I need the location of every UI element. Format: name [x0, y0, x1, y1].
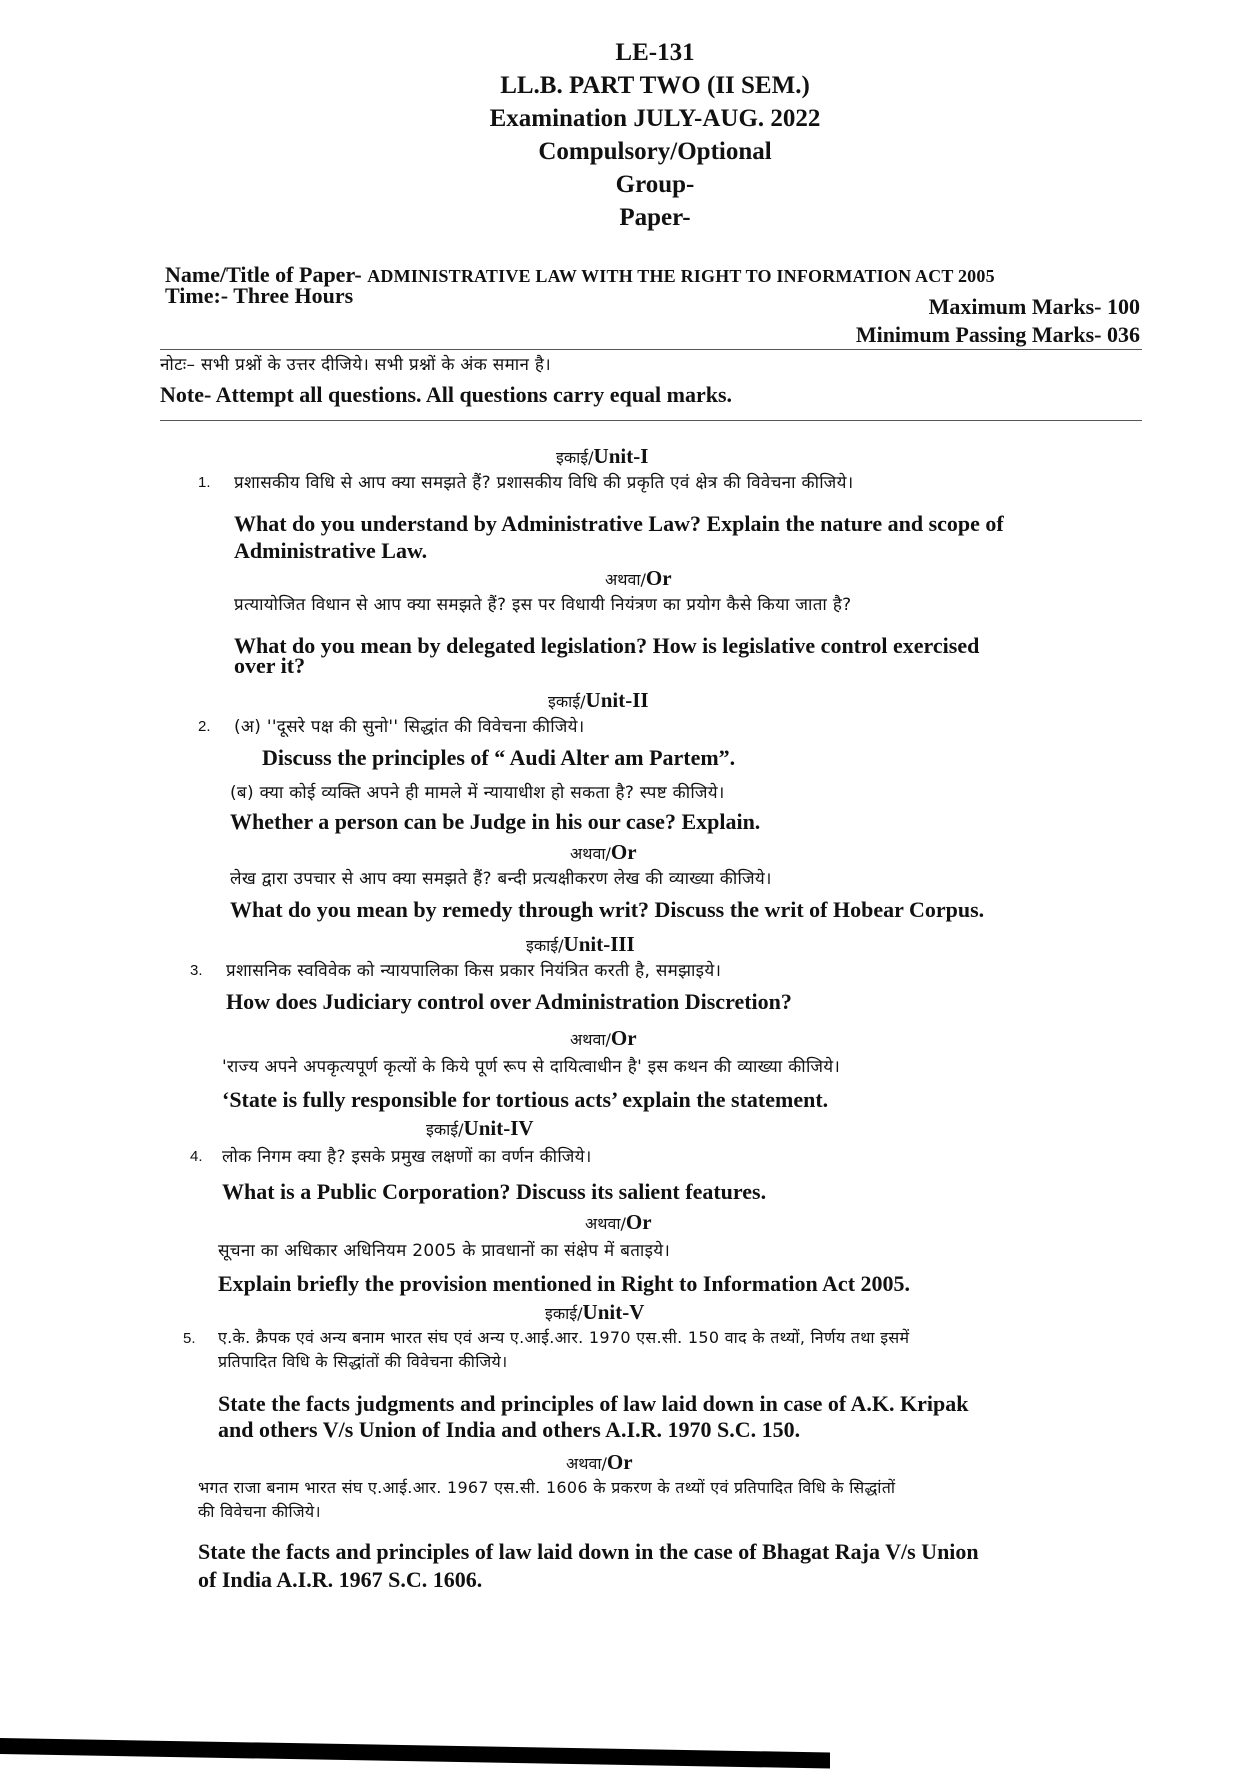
- note-english: Note- Attempt all questions. All questions carry equal marks.: [160, 382, 732, 407]
- unit-label-english: Unit-III: [563, 932, 635, 956]
- or-divider: [585, 1210, 652, 1235]
- or-label-english: Or: [610, 1026, 637, 1050]
- question-3-english: How does Judiciary control over Administration Discretion?: [226, 989, 792, 1014]
- question-5-hindi-line-1: ए.के. क्रैपक एवं अन्य बनाम भारत संघ एवं अन्य ए.आई.आर. 1970 एस.सी. 150 वाद के तथ्यों, निर्णय तथा इसमें: [218, 1328, 910, 1347]
- question-1-or-english-line-1: What do you mean by delegated legislation? How is legislative control exercised: [234, 633, 980, 658]
- paper-type: Compulsory/Optional: [538, 138, 772, 165]
- or-label-english: Or: [606, 1450, 633, 1474]
- or-label-hindi: अथवा/: [566, 1454, 607, 1473]
- maximum-marks: Maximum Marks- 100: [928, 294, 1140, 319]
- question-1-or-hindi: प्रत्यायोजित विधान से आप क्या समझते हैं? इस पर विधायी नियंत्रण का प्रयोग कैसे किया जाता है?: [234, 595, 852, 615]
- question-number-2: 2.: [198, 718, 211, 735]
- or-divider: [570, 1026, 637, 1051]
- unit-label-english: Unit-II: [585, 688, 649, 712]
- question-4-or-english: Explain briefly the provision mentioned in Right to Information Act 2005.: [218, 1271, 911, 1296]
- paper-header: [400, 36, 910, 234]
- or-label-english: Or: [610, 840, 637, 864]
- question-5-hindi-line-2: प्रतिपादित विधि के सिद्धांतों की विवेचना कीजिये।: [218, 1352, 508, 1371]
- question-3-hindi: प्रशासनिक स्वविवेक को न्यायपालिका किस प्रकार नियंत्रित करती है, समझाइये।: [226, 961, 722, 981]
- or-label-hindi: अथवा/: [605, 570, 646, 589]
- scan-edge-shadow: [0, 1738, 830, 1768]
- question-4-english: What is a Public Corporation? Discuss its salient features.: [222, 1179, 767, 1204]
- or-label-hindi: अथवा/: [585, 1214, 626, 1233]
- question-number-3: 3.: [190, 962, 203, 979]
- question-3-or-hindi: 'राज्य अपने अपकृत्यपूर्ण कृत्यों के किये पूर्ण रूप से दायित्वाधीन है' इस कथन की व्याख्या कीजिये।: [222, 1057, 841, 1077]
- or-divider: [566, 1450, 633, 1475]
- minimum-passing-marks: Minimum Passing Marks- 036: [855, 322, 1140, 347]
- unit-label-hindi: इकाई/: [556, 448, 594, 467]
- unit-label-english: Unit-IV: [463, 1116, 534, 1140]
- group-label: Group-: [615, 171, 695, 198]
- exam-session: Examination JULY-AUG. 2022: [489, 105, 821, 132]
- question-3-or-english: ‘State is fully responsible for tortious acts’ explain the statement.: [222, 1087, 829, 1112]
- or-divider: [605, 566, 672, 591]
- unit-label-hindi: इकाई/: [426, 1120, 464, 1139]
- or-label-hindi: अथवा/: [570, 844, 611, 863]
- exam-duration: Time:- Three Hours: [165, 283, 354, 308]
- question-5-or-english-line-1: State the facts and principles of law laid down in the case of Bhagat Raja V/s Union: [198, 1539, 979, 1564]
- question-1-english-line-1: What do you understand by Administrative Law? Explain the nature and scope of: [234, 511, 1004, 536]
- question-4-hindi: लोक निगम क्या है? इसके प्रमुख लक्षणों का वर्णन कीजिये।: [222, 1147, 592, 1167]
- question-5-or-hindi-line-2: की विवेचना कीजिये।: [198, 1502, 321, 1521]
- or-label-english: Or: [645, 566, 672, 590]
- divider-line: [160, 420, 1142, 421]
- unit-heading-2: [548, 688, 649, 713]
- or-label-english: Or: [625, 1210, 652, 1234]
- unit-heading-5: [545, 1300, 644, 1325]
- paper-title-value: ADMINISTRATIVE LAW WITH THE RIGHT TO INFORMATION ACT 2005: [367, 266, 995, 286]
- question-number-1: 1.: [198, 474, 211, 491]
- question-2-or-english: What do you mean by remedy through writ? Discuss the writ of Hobear Corpus.: [230, 897, 985, 922]
- note-hindi: नोटः– सभी प्रश्नों के उत्तर दीजिये। सभी प्रश्नों के अंक समान है।: [160, 355, 551, 375]
- question-2a-hindi: (अ) ''दूसरे पक्ष की सुनो'' सिद्धांत की विवेचना कीजिये।: [234, 717, 585, 737]
- question-5-or-english-line-2: of India A.I.R. 1967 S.C. 1606.: [198, 1567, 483, 1592]
- question-5-or-hindi-line-1: भगत राजा बनाम भारत संघ ए.आई.आर. 1967 एस.सी. 1606 के प्रकरण के तथ्यों एवं प्रतिपादित विधि के सिद्धांतों: [198, 1478, 896, 1497]
- course-name: LL.B. PART TWO (II SEM.): [500, 72, 810, 99]
- question-5-english-line-1: State the facts judgments and principles of law laid down in case of A.K. Kripak: [218, 1391, 969, 1416]
- or-divider: [570, 840, 637, 865]
- question-2-or-hindi: लेख द्वारा उपचार से आप क्या समझते हैं? बन्दी प्रत्यक्षीकरण लेख की व्याख्या कीजिये।: [230, 869, 772, 889]
- question-1-english-line-2: Administrative Law.: [234, 538, 428, 563]
- question-number-5: 5.: [183, 1330, 196, 1347]
- question-4-or-hindi: सूचना का अधिकार अधिनियम 2005 के प्रावधानों का संक्षेप में बताइये।: [218, 1241, 671, 1261]
- question-2a-english: Discuss the principles of “ Audi Alter am Partem”.: [262, 745, 736, 770]
- unit-heading-3: [526, 932, 635, 957]
- unit-label-hindi: इकाई/: [545, 1304, 583, 1323]
- or-label-hindi: अथवा/: [570, 1030, 611, 1049]
- question-1-or-english-line-2: over it?: [234, 653, 306, 678]
- paper-code: LE-131: [615, 39, 695, 66]
- unit-heading-4: [426, 1116, 534, 1141]
- question-2b-english: Whether a person can be Judge in his our case? Explain.: [230, 809, 761, 834]
- question-2b-hindi: (ब) क्या कोई व्यक्ति अपने ही मामले में न्यायाधीश हो सकता है? स्पष्ट कीजिये।: [230, 783, 725, 803]
- unit-heading-1: [556, 444, 648, 469]
- divider-line: [160, 349, 1142, 350]
- unit-label-english: Unit-I: [593, 444, 649, 468]
- question-number-4: 4.: [190, 1148, 203, 1165]
- unit-label-english: Unit-V: [582, 1300, 645, 1324]
- question-1-hindi: प्रशासकीय विधि से आप क्या समझते हैं? प्रशासकीय विधि की प्रकृति एवं क्षेत्र की विवेचना कीजिये।: [234, 473, 854, 493]
- question-5-english-line-2: and others V/s Union of India and others A.I.R. 1970 S.C. 150.: [218, 1417, 801, 1442]
- paper-label: Paper-: [619, 204, 691, 231]
- unit-label-hindi: इकाई/: [526, 936, 564, 955]
- paper-title-label: Name/Title of Paper-: [165, 262, 368, 287]
- unit-label-hindi: इकाई/: [548, 692, 586, 711]
